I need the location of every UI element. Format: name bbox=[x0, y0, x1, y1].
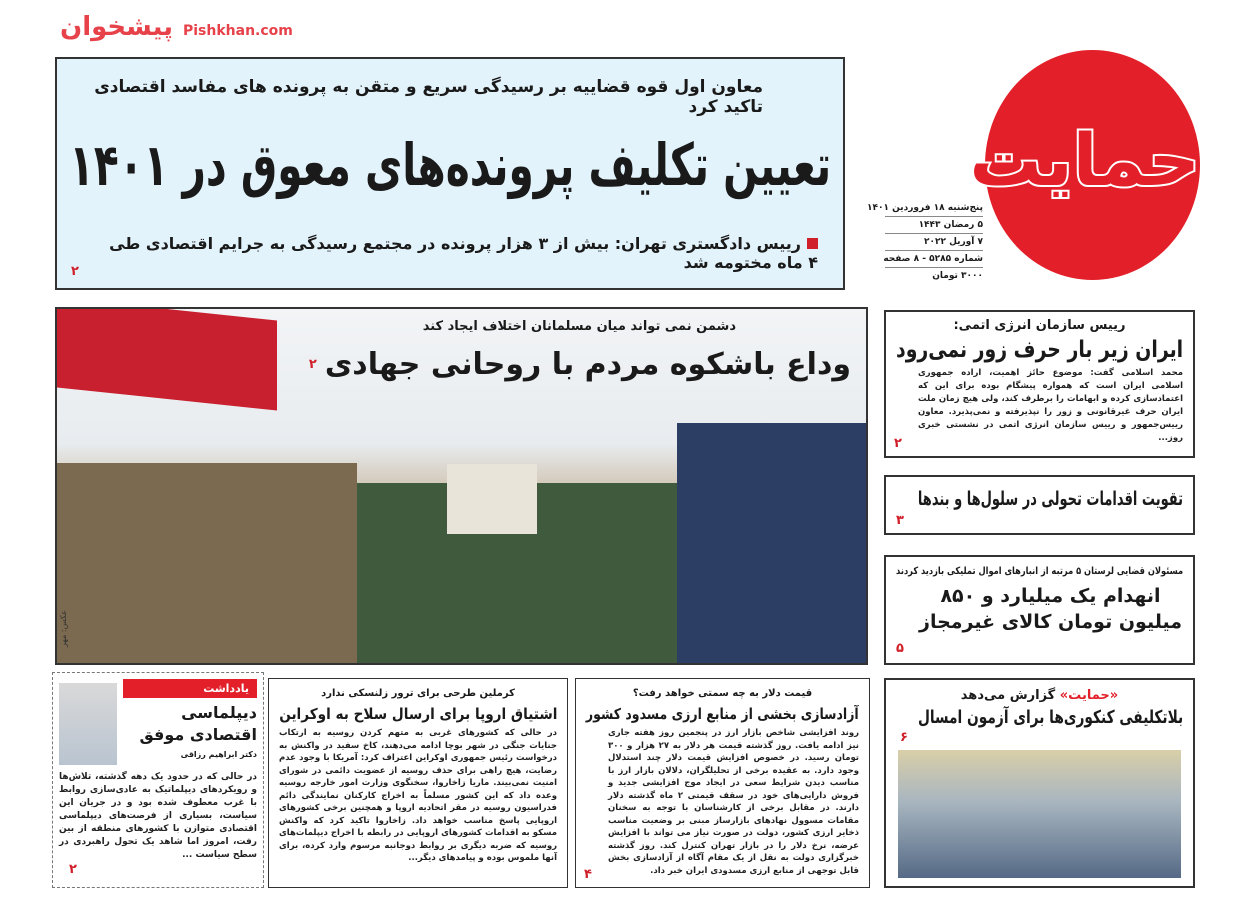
news-box[interactable] bbox=[884, 310, 1195, 458]
note-body: در حالی که در حدود یک دهه گذشته، تلاش‌ها و رویکردهای دیپلماتیک به عادی‌سازی روابط با غرب معطوف شده بود و در جریان این سیاست، بسیاری از فرصت‌های دیپلماسی اقتصادی متوازن با کشورهای منطقه از بین رفت، امروز اما شاهد یک تحول راهبردی در سطح سیاست ... bbox=[59, 772, 257, 860]
page-ref: ۲ bbox=[308, 357, 317, 372]
headline bbox=[586, 704, 859, 724]
photo-crowd bbox=[57, 463, 357, 663]
exam-hall-photo bbox=[898, 750, 1181, 878]
news-box[interactable] bbox=[884, 475, 1195, 535]
news-box[interactable] bbox=[884, 678, 1195, 888]
ukraine-story[interactable] bbox=[268, 678, 568, 888]
headline-text: ایران زیر بار حرف زور نمی‌رود bbox=[895, 337, 1183, 363]
dollar-story[interactable] bbox=[575, 678, 870, 888]
note-author: دکتر ابراهیم رزاقی bbox=[180, 750, 257, 759]
date-persian: پنج‌شنبه ۱۸ فروردین ۱۴۰۱ bbox=[885, 200, 983, 217]
kicker: کرملین طرحی برای ترور زلنسکی ندارد bbox=[321, 688, 515, 699]
lead-kicker: معاون اول قوه قضاییه بر رسیدگی سریع و متقن به پرونده های مفاسد اقتصادی تاکید کرد bbox=[94, 77, 763, 117]
body-text: محمد اسلامی گفت: موضوع حائز اهمیت، اراده جمهوری اسلامی ایران است که همواره پیشگام بوده برای این که اعتمادسازی کرده و ابهامات را برطرف کند، ولی هیچ زمان ملت ایران حرف غیرقانونی و زور را نپذیرفته و نمی‌پذیرد. معاون رییس‌جمهور و رییس سازمان انرژی اتمی در نشستی خبری روز... bbox=[918, 368, 1183, 443]
page-ref: ۲ bbox=[69, 862, 77, 877]
flag-image bbox=[57, 307, 277, 411]
bullet-icon bbox=[807, 238, 818, 249]
lead-headline bbox=[69, 129, 831, 201]
note-top bbox=[59, 679, 257, 765]
page-ref: ۵ bbox=[896, 641, 904, 656]
issue-number: شماره ۵۲۸۵ - ۸ صفحه bbox=[885, 251, 983, 268]
price: ۳۰۰۰ تومان bbox=[932, 271, 983, 281]
body-text: در حالی که کشورهای غربی به متهم کردن روسیه به ارتکاب جنایات جنگی در شهر بوچا ادامه می‌دهند، کاخ سفید در واکنش به درخواست رئیس جمهوری اوکراین اعتراف کرد: آمریکا با وجود عدم رضایت، هیچ راهی برای حذف روسیه از عضویت دائمی در شورای امنیت نمی‌بیند. ماریا زاخاروا، سخنگوی وزارت امور خارجه روسیه وعده داد که این کشور مسلماً به اخراج کارکنان نمایندگی دائم فدراسیون روسیه در مقر اتحادیه اروپا و همچنین برخی کشورهای اروپایی پاسخ مناسب خواهد داد. زاخاروا تاکید کرد که واکنش مسکو به اقدامات کشورهای اروپایی در رابطه با اخراج دیپلمات‌های روسیه که ضربه دیگری بر روابط دوجانبه مرسوم وارد کرده، برای آنها ملموس بوده و پیامدهای دیگر... bbox=[279, 728, 557, 863]
logo-text: حمایت bbox=[969, 118, 1200, 202]
watermark-en: Pishkhan.com bbox=[182, 23, 293, 39]
kicker-text: مسئولان قضایی لرستان ۵ مرتبه از انبارهای اموال تملیکی بازدید کردند bbox=[895, 566, 1183, 577]
page-ref: ۲ bbox=[894, 436, 902, 451]
lead-subheadline bbox=[97, 234, 818, 272]
page-ref: ۶ bbox=[900, 730, 908, 745]
page-ref: ۳ bbox=[896, 513, 904, 528]
page-ref: ۲ bbox=[71, 264, 79, 279]
body-text: روند افزایشی شاخص بازار ارز در پنجمین روز هفته جاری نیز ادامه یافت. روز گذشته قیمت هر دلار به ۲۷ هزار و ۳۰۰ تومان رسید. در خصوص افزایش قیمت دلار چند استدلال وجود دارد. به عقیده برخی از تحلیلگران، دلالان بازار ارز با مناسب دیدن شرایط سعی در ایجاد موج افزایشی جدید و فروش دارایی‌های خود در سقف قیمتی ۲ ماه گذشته دلار دارند. در مقابل برخی از کارشناسان با توجه به سخنان مقامات مسوول نهادهای بازارساز مبنی بر وضعیت مناسب ذخایر ارزی کشور، دولت در صورت نیاز می تواند با افزایش عرضه، نرخ دلار را در بازار تهران کنترل کند. روز گذشته خبرگزاری دولت به نقل از یک مقام آگاه از آزادسازی بخش قابل توجهی از منابع ارزی مسدودی ایران خبر داد. bbox=[608, 728, 859, 876]
page-ref: ۴ bbox=[584, 867, 592, 882]
photo-crowd bbox=[677, 423, 868, 663]
kicker-text: گزارش می‌دهد bbox=[960, 688, 1056, 703]
pishkhan-watermark bbox=[60, 12, 293, 42]
watermark-fa: پیشخوان bbox=[60, 12, 173, 42]
headline bbox=[896, 335, 1183, 365]
headline-text: آزادسازی بخشی از منابع ارزی مسدود کشور bbox=[586, 705, 859, 723]
date-gregorian: ۷ آوریل ۲۰۲۲ bbox=[885, 234, 983, 251]
kicker: رییس سازمان انرژی اتمی: bbox=[953, 318, 1126, 333]
headline bbox=[896, 706, 1183, 730]
masthead-logo bbox=[969, 50, 1200, 280]
note-column[interactable] bbox=[52, 672, 264, 888]
lead-sub-text: رییس دادگستری تهران: بیش از ۳ هزار پرونده در مجتمع رسیدگی به جرایم اقتصادی طی ۴ ماه مختومه شد bbox=[109, 234, 818, 272]
author-photo bbox=[59, 683, 117, 765]
lead-headline-text: تعیین تکلیف پرونده‌های معوق در ۱۴۰۱ bbox=[68, 131, 832, 199]
date-hijri: ۵ رمضان ۱۴۴۳ bbox=[885, 217, 983, 234]
headline bbox=[279, 704, 557, 724]
note-headline: دیپلماسی اقتصادی موفق bbox=[139, 703, 257, 744]
headline-text: بلاتکلیفی کنکوری‌ها برای آزمون امسال bbox=[917, 707, 1183, 728]
masthead-dates bbox=[867, 200, 983, 284]
photo-portrait bbox=[447, 464, 537, 534]
headline bbox=[896, 485, 1183, 513]
kicker: قیمت دلار به چه سمتی خواهد رفت؟ bbox=[632, 688, 813, 699]
brand-kicker: «حمایت» bbox=[1059, 688, 1119, 703]
photo-credit: عکس: مهر bbox=[59, 609, 69, 648]
kicker bbox=[896, 565, 1183, 579]
photo-headline: وداع باشکوه مردم با روحانی جهادی bbox=[324, 347, 851, 382]
headline-text: تقویت اقدامات تحولی در سلول‌ها و بندها bbox=[917, 488, 1183, 510]
kicker bbox=[896, 688, 1183, 704]
photo-headline-row bbox=[309, 345, 851, 385]
photo-story[interactable] bbox=[55, 307, 868, 665]
headline: انهدام یک میلیارد و ۸۵۰ میلیون تومان کالای غیرمجاز bbox=[919, 585, 1182, 633]
note-heading-block bbox=[123, 679, 257, 761]
photo-kicker: دشمن نمی تواند میان مسلمانان اختلاف ایجاد کند bbox=[422, 319, 736, 334]
news-box[interactable] bbox=[884, 555, 1195, 665]
lead-story[interactable] bbox=[55, 57, 845, 290]
note-label: یادداشت bbox=[123, 679, 257, 698]
headline-text: اشتیاق اروپا برای ارسال سلاح به اوکراین bbox=[278, 705, 557, 723]
